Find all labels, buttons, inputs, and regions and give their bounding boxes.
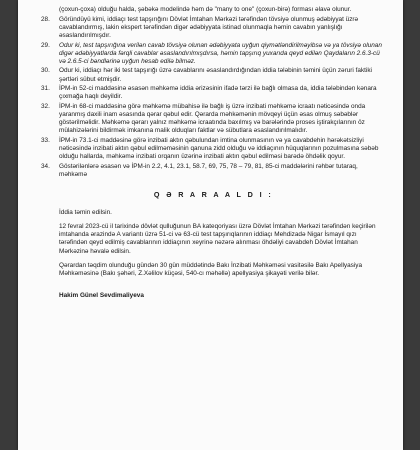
item-number: 30.: [41, 67, 50, 75]
item-text: Göstərilənlərə əsasən və İPM-in 2.2, 4.1, 23.1, 58.7, 69, 75, 78 – 79, 81, 85-ci maddələrini rəhbər tutaraq, məhkəmə: [59, 162, 358, 178]
list-item-29: [41, 42, 386, 66]
item-number: 34.: [41, 162, 50, 170]
item-text: Odur ki, iddiaçı hər iki test tapşırığı üzrə cavablarını əsaslandırdığından iddia tələbinin təmini üçün zəruri faktiki şərtləri sübut etmişdir.: [59, 67, 372, 83]
list-item-28: [41, 16, 386, 40]
item-text: Odur ki, test tapşırığına verilən cavab tövsiyə olunan ədəbiyyata uyğun qiymətləndirilməyibsə və ya tövsiyə olunan digər ədəbiyyatlarda fərqli cavablar əsaslandırılmışdırsa, həmin tapşırıq yuxarıda qeyd edilən Qaydaların 2.6.3-cü və 2.6.5-ci bəndlərinə uyğun hesab edilə bilməz.: [59, 41, 382, 65]
item-number: 28.: [41, 15, 50, 23]
list-item-33: [41, 137, 386, 161]
decision-paragraph: 12 fevral 2023-cü il tarixində dövlət qulluğunun BA kateqoriyası üzrə Dövlət İmtahan Mərkəzi tərəfindən keçirilən imtahanda ərazində A variantı üzrə 51-ci və 63-cü test tapşırıqlarının iddiaçı Mehdizadə Nigar İsmayıl qızı tərəfindən qeyd edilmiş cavablarının iddiaçının xeyrinə nəzərə alınması öhdəliyi cavabdeh Dövlət İmtahan Mərkəzinə həvalə edilsin.: [59, 223, 376, 255]
decision-heading: Q Ə R A R A A L D I :: [153, 190, 274, 200]
list-item-34: [41, 163, 386, 179]
item-text: Göründüyü kimi, iddiaçı test tapşırığını Dövlət İmtahan Mərkəzi tərəfindən tövsiyə olunmuş ədəbiyyat üzrə cavablandırmış, lakin ekspert tərəfindən digər ədəbiyyata istinad olunmaqla həmin cavabın yanlışlığı əsaslandırılmışdır.: [59, 15, 359, 39]
document-body: [41, 6, 386, 300]
decision-paragraph: Qərardan təqdim olunduğu gündən 30 gün müddətində Bakı İnzibati Məhkəməsi vasitəsilə Bakı Apellyasiya Məhkəməsinə (Bakı şəhəri, Z.Xəlilov küçəsi, 540-cı məhəllə) apellyasiya şikayəti verilə bilər.: [59, 261, 363, 277]
item-text: İPM-in 73.1-ci maddəsinə görə inzibati aktın qəbulundan imtina olunmasının və ya cavabdehin hərəkətsizliyi nəticəsində inzibati aktın qəbul edilməməsinin qanuna zidd olduğu və iddiaçının hüquqlarının pozulmasına səbəb olduğu hallarda, məhkəmə inzibati orqanın üzərinə inzibati aktın qəbul edilməsi barədə öhdəlik qoyur.: [59, 136, 379, 161]
item-text: İPM-in 68-ci maddəsinə görə məhkəmə mübahisə ilə bağlı iş üzrə inzibati məhkəmə icraatı nəticəsində onda yaranmış daxili inam əsasında qərar qəbul edir. Qərarda məhkəmənin mövqeyi üçün əsas olmuş səbəblər göstərilməlidir. Məhkəmə qərarı yalnız məhkəmə icraatında baxılmış və barələrində proses iştirakçılarının öz mülahizələrini bildirmək imkanına malik olduqları faktlar və sübutlara əsaslandırılmalıdır.: [59, 103, 366, 135]
decision-paragraph: İddia təmin edilsin.: [59, 209, 112, 217]
item-number: 29.: [41, 41, 50, 49]
document-page: [18, 0, 403, 450]
list-item-31: [41, 85, 386, 101]
item-number: 33.: [41, 136, 50, 144]
item-text: İPM-in 52-ci maddəsinə əsasən məhkəmə iddia ərizəsinin ifadə tərzi ilə bağlı olmasa da, iddia tələbindən kənara çıxmağa haqlı deyildir.: [59, 85, 377, 101]
item-number: 31.: [41, 85, 50, 93]
intro-text: (çoxun-çoxa) olduğu halda, şəbəkə modelində həm də "many to one" (çoxun-birə) forması əlavə olunur.: [59, 6, 352, 13]
item-number: 32.: [41, 103, 50, 110]
list-item-30: [41, 67, 386, 83]
list-item-32: [41, 103, 386, 135]
judge-signature: Hakim Günel Sevdimaliyeva: [59, 291, 144, 299]
